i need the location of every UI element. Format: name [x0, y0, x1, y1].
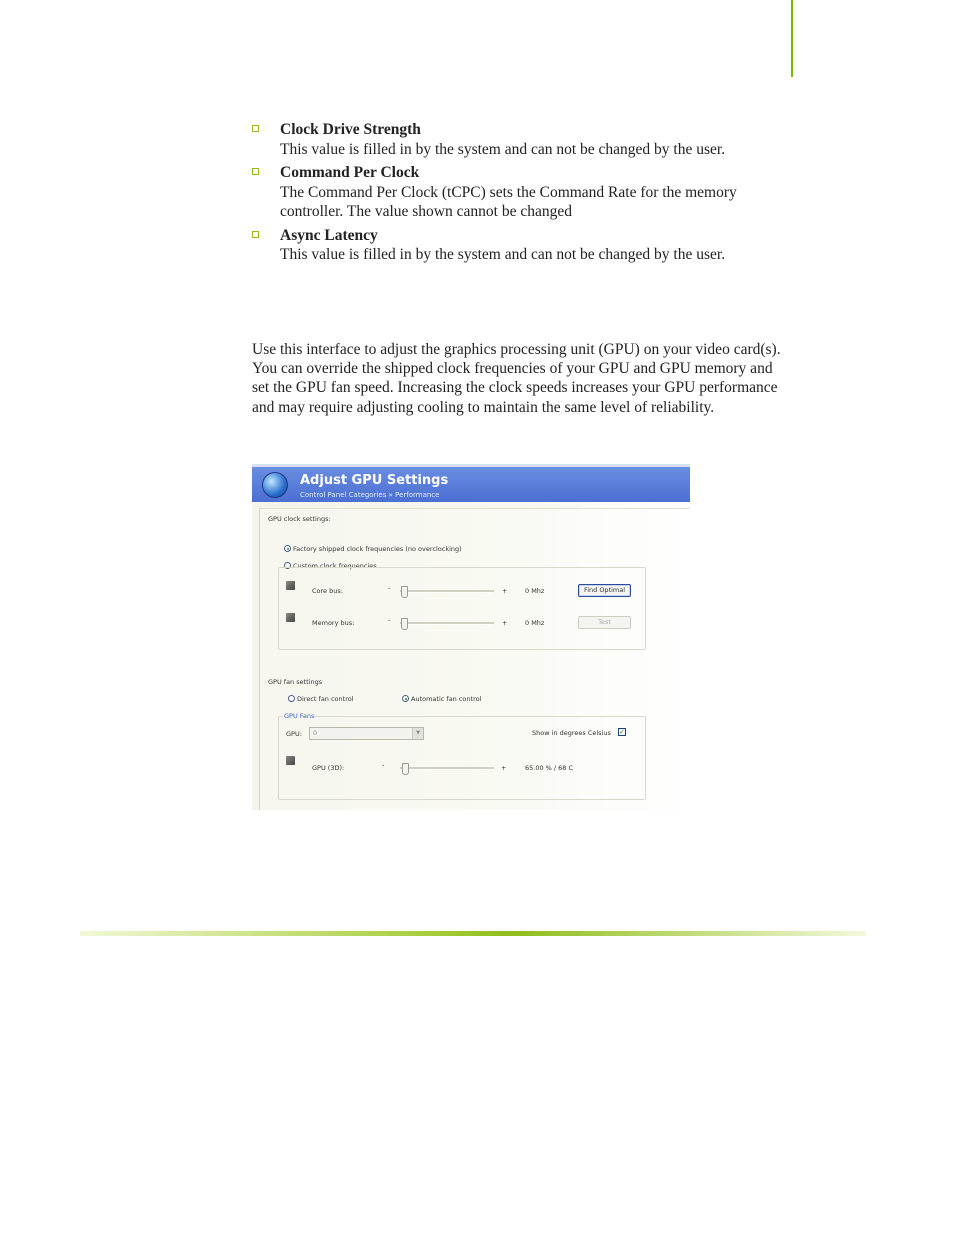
core-minus: -: [388, 584, 391, 592]
bullet-description: This value is filled in by the system and can not be changed by the user.: [280, 140, 726, 158]
gpu-3d-label: GPU (3D):: [312, 764, 345, 772]
intro-paragraph: Use this interface to adjust the graphics processing unit (GPU) on your video card(s). You can override the shipped clock frequencies of your GPU and GPU memory and set the GPU fan speed. Increasing the clock speeds increases your GPU performance and may require adjusting cooling to maintain the same level of reliability.: [252, 341, 781, 416]
gpu-select-value: 0: [313, 729, 318, 737]
bullet-item: [252, 120, 792, 159]
core-bus-icon: [286, 581, 295, 590]
core-bus-label: Core bus:: [312, 587, 343, 595]
fan-plus: +: [501, 764, 507, 772]
bullet-title: Async Latency: [280, 226, 378, 244]
fan-section-label: GPU fan settings: [268, 678, 323, 686]
fan-slider-track[interactable]: [400, 767, 494, 770]
bullet-title: Clock Drive Strength: [280, 121, 421, 138]
chevron-down-icon[interactable]: ▼: [412, 728, 423, 739]
memory-slider-thumb[interactable]: [401, 618, 408, 630]
gpu-select[interactable]: [309, 727, 424, 740]
memory-slider-track[interactable]: [400, 622, 494, 625]
bullet-title: Command Per Clock: [280, 164, 420, 181]
square-bullet-icon: [252, 231, 259, 238]
memory-bus-icon: [286, 613, 295, 622]
fan-minus: -: [382, 761, 385, 769]
fan-value: 65.00 % / 68 C: [525, 764, 574, 772]
factory-clock-label: Factory shipped clock frequencies (no overclocking): [293, 545, 462, 553]
settings-area: [259, 508, 690, 810]
square-bullet-icon: [252, 125, 259, 132]
celsius-label: Show in degrees Celsius: [532, 729, 611, 737]
test-button[interactable]: Test: [578, 616, 631, 629]
celsius-checkbox[interactable]: ✓: [619, 728, 625, 736]
custom-clock-group: [278, 567, 646, 650]
memory-value: 0 Mhz: [525, 619, 545, 627]
factory-clock-radio[interactable]: [284, 545, 291, 552]
memory-bus-label: Memory bus:: [312, 619, 355, 627]
bullet-list: [252, 120, 792, 269]
panel-header: [252, 464, 690, 502]
fan-icon: [286, 756, 295, 765]
bullet-description: This value is filled in by the system and can not be changed by the user.: [280, 246, 726, 263]
automatic-fan-radio[interactable]: [402, 695, 409, 702]
bullet-description: The Command Per Clock (tCPC) sets the Command Rate for the memory controller. The value shown cannot be changed: [280, 183, 737, 220]
core-slider-track[interactable]: [400, 590, 494, 593]
adjust-gpu-settings-screenshot: [252, 464, 690, 810]
globe-icon: [262, 472, 288, 498]
find-optimal-button[interactable]: Find Optimal: [578, 584, 631, 597]
automatic-fan-label: Automatic fan control: [411, 695, 482, 703]
custom-clock-label: Custom clock frequencies: [293, 562, 377, 570]
clock-section-label: GPU clock settings:: [268, 515, 331, 523]
bullet-item: [252, 226, 792, 265]
footer-gradient-rule: [80, 931, 866, 936]
panel-title: Adjust GPU Settings: [300, 473, 449, 488]
memory-plus: +: [502, 619, 508, 627]
core-value: 0 Mhz: [525, 587, 545, 595]
bullet-item: [252, 163, 792, 222]
fan-slider-thumb[interactable]: [402, 763, 409, 775]
memory-minus: -: [388, 616, 391, 624]
breadcrumb[interactable]: Control Panel Categories » Performance: [300, 491, 440, 499]
gpu-fans-legend: GPU Fans: [284, 712, 315, 720]
direct-fan-label: Direct fan control: [297, 695, 354, 703]
core-plus: +: [502, 587, 508, 595]
square-bullet-icon: [252, 168, 259, 175]
header-accent-line: [791, 0, 793, 77]
direct-fan-radio[interactable]: [288, 695, 295, 702]
gpu-label: GPU:: [286, 730, 302, 738]
core-slider-thumb[interactable]: [401, 586, 408, 598]
